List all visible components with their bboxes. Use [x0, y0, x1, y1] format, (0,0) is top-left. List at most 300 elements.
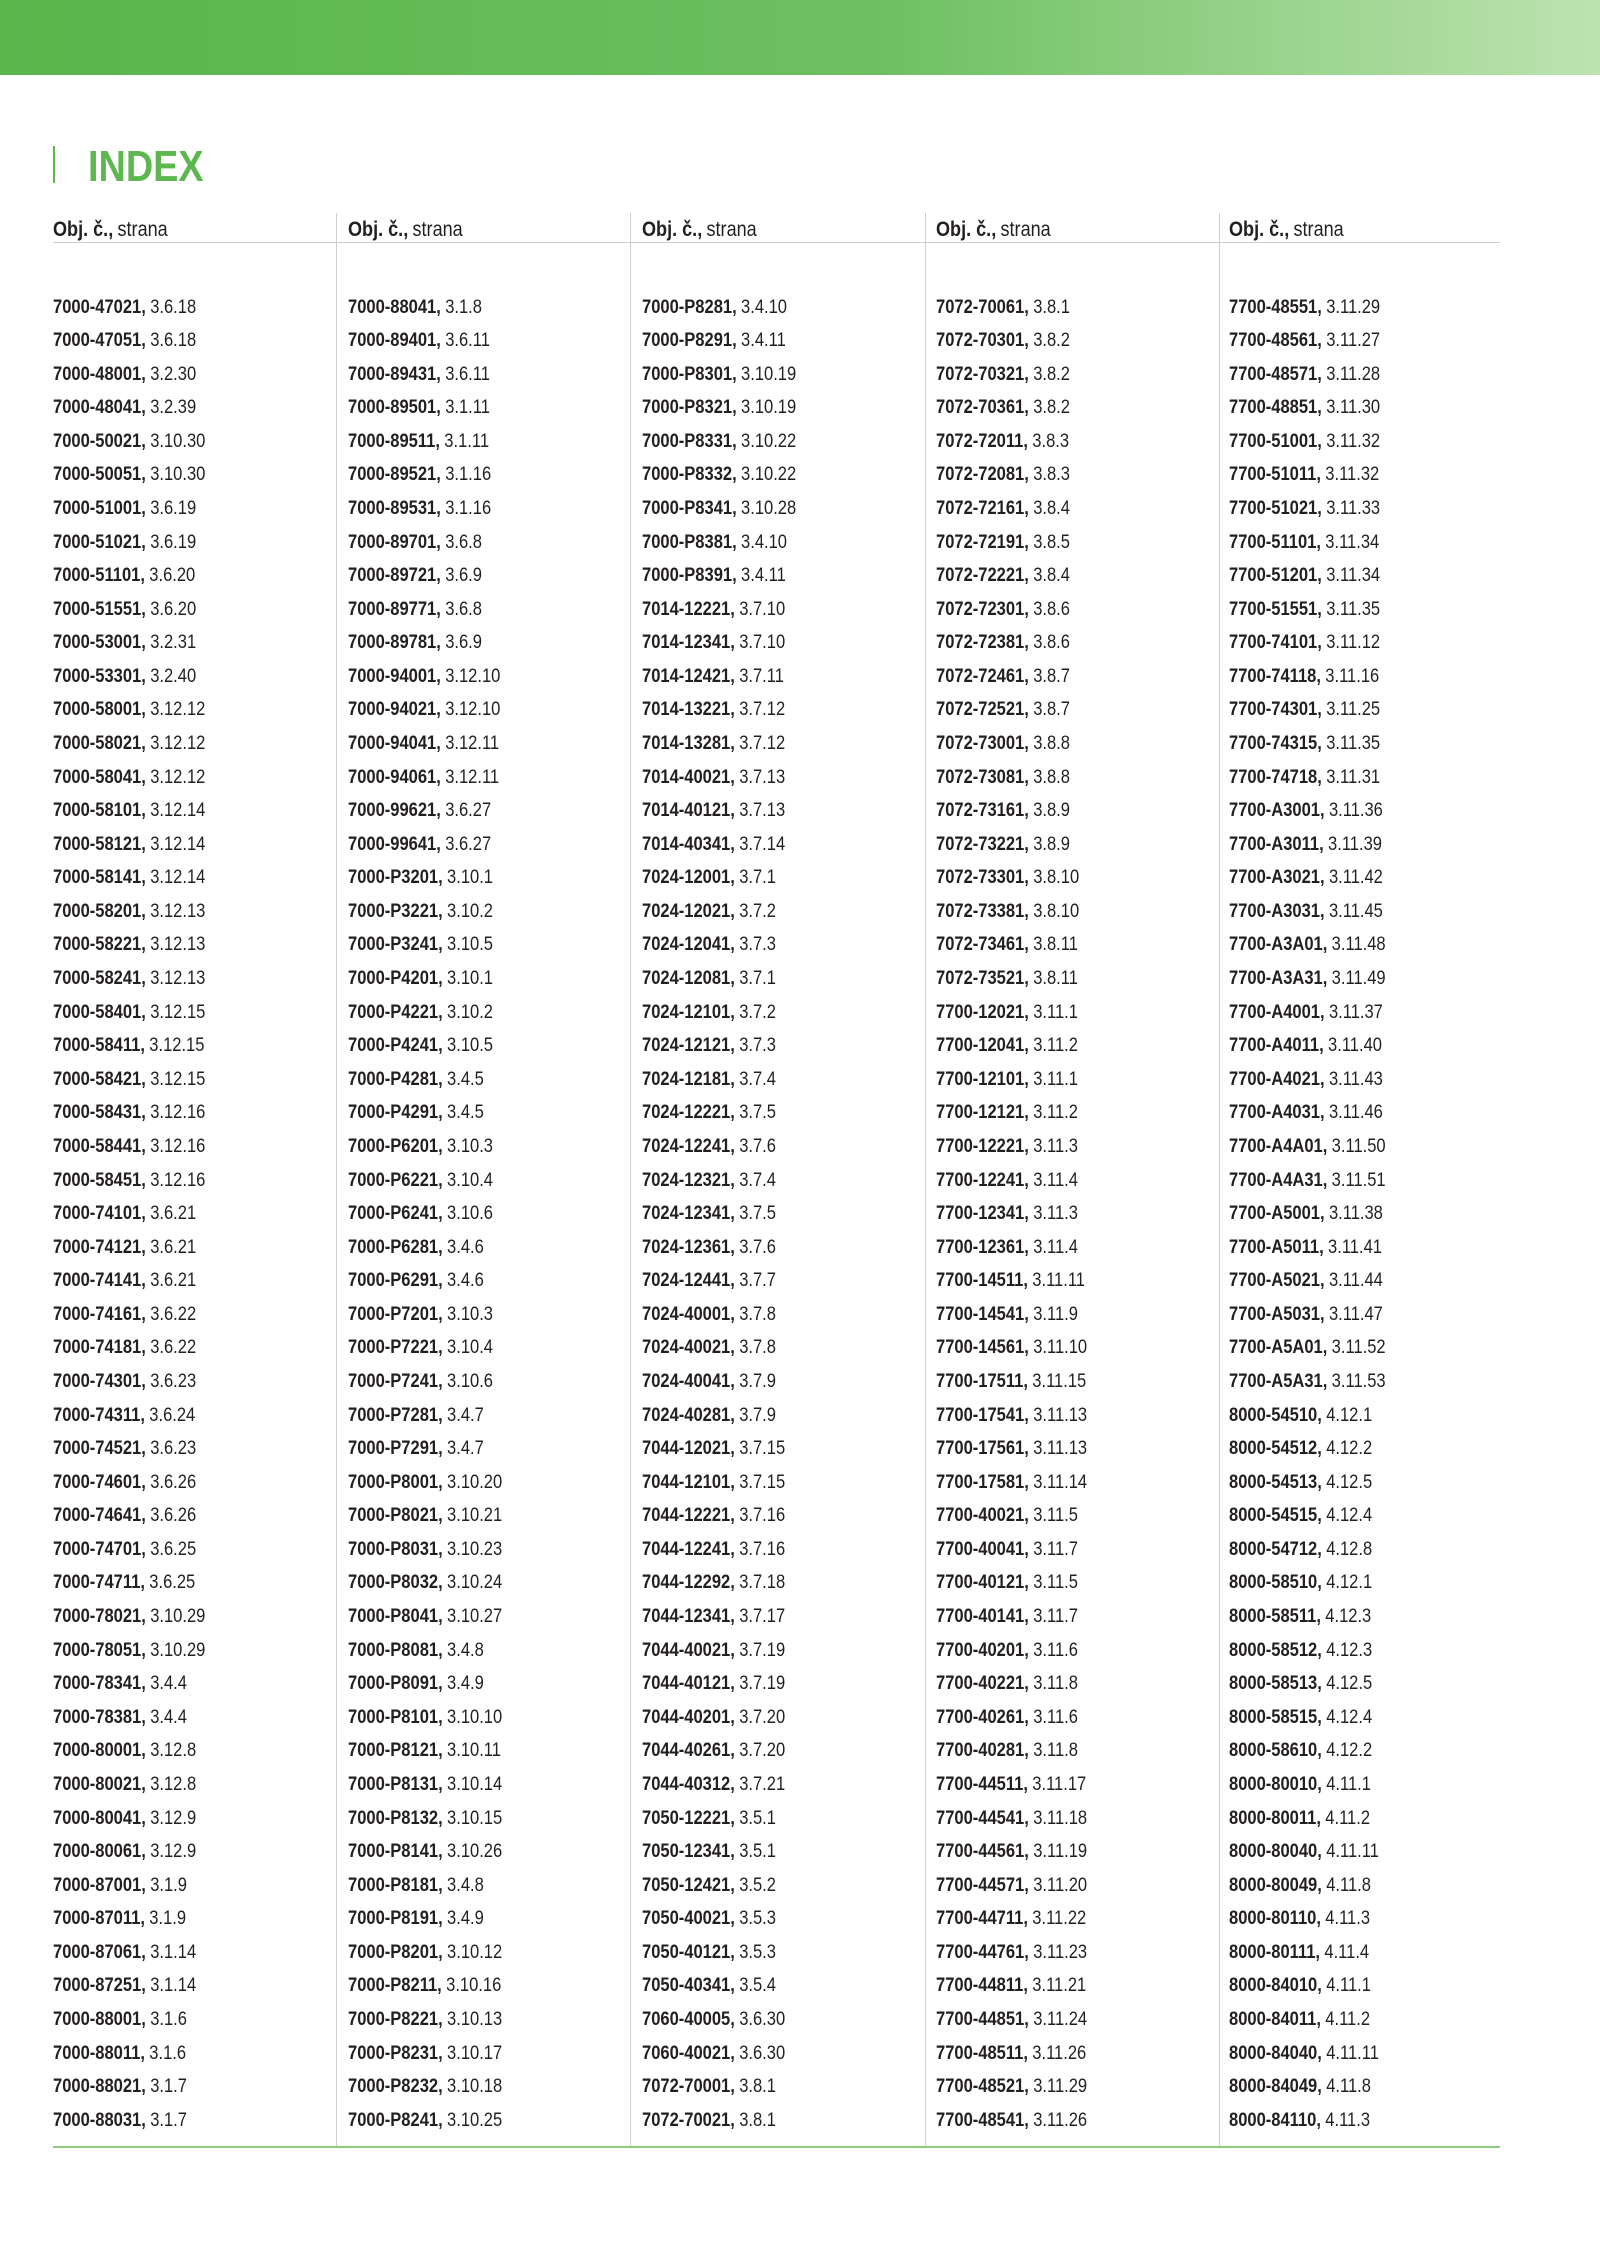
- product-code: 7700-40261 ,: [936, 1707, 1029, 1728]
- product-code: 7044-12101 ,: [642, 1472, 735, 1493]
- index-entry: [53, 1499, 205, 1533]
- index-entry: [642, 727, 796, 761]
- page-reference: 4.11.2: [1325, 1807, 1371, 1829]
- index-entry: [642, 1802, 796, 1836]
- index-entry: [53, 1734, 205, 1768]
- page-reference: 3.7.5: [739, 1203, 776, 1225]
- index-entry: [642, 1231, 796, 1265]
- page-reference: 3.7.19: [739, 1673, 786, 1695]
- product-code: 7044-40312 ,: [642, 1774, 735, 1795]
- product-code: 7700-51101 ,: [1229, 532, 1321, 553]
- product-code: 7000-80021 ,: [53, 1774, 146, 1795]
- index-entry: [1229, 458, 1386, 492]
- index-entry: [53, 1432, 205, 1466]
- page-reference: 3.5.1: [739, 1841, 776, 1863]
- product-code: 7000-88041 ,: [348, 297, 441, 318]
- page-reference: 3.11.20: [1033, 1874, 1088, 1896]
- product-code: 7072-70061 ,: [936, 297, 1029, 318]
- page-reference: 3.8.10: [1033, 867, 1080, 889]
- index-entry: [348, 626, 502, 660]
- index-entry: [1229, 324, 1386, 358]
- product-code: 7000-P8031 ,: [348, 1539, 443, 1560]
- index-entry: [936, 1634, 1087, 1668]
- index-entry: [936, 1936, 1087, 1970]
- page-reference: 3.11.8: [1033, 1673, 1078, 1695]
- product-code: 8000-58511 ,: [1229, 1606, 1321, 1627]
- index-entry: [53, 1902, 205, 1936]
- product-code: 7000-89701 ,: [348, 532, 441, 553]
- page-reference: 3.1.9: [149, 1908, 187, 1930]
- page-reference: 3.11.29: [1033, 2076, 1088, 2098]
- product-code: 7700-40041 ,: [936, 1539, 1029, 1560]
- product-code: 7000-P8391 ,: [642, 565, 737, 586]
- product-code: 7000-88001 ,: [53, 2009, 146, 2030]
- product-code: 7700-51011 ,: [1229, 464, 1321, 485]
- product-code: 7000-58121 ,: [53, 834, 146, 855]
- page-reference: 3.7.20: [739, 1706, 786, 1728]
- product-code: 7072-73461 ,: [936, 934, 1029, 955]
- page-reference: 3.7.13: [739, 766, 786, 788]
- product-code: 7000-74141 ,: [53, 1270, 146, 1291]
- page-reference: 3.10.19: [741, 397, 797, 419]
- page-reference: 3.11.53: [1331, 1371, 1386, 1392]
- column-header: [936, 218, 1051, 242]
- product-code: 7072-70001 ,: [642, 2076, 735, 2097]
- product-code: 7000-58101 ,: [53, 800, 146, 821]
- product-code: 7024-12081 ,: [642, 968, 735, 989]
- product-code: 7700-40281 ,: [936, 1740, 1029, 1761]
- product-code: 7000-48041 ,: [53, 397, 146, 418]
- page-reference: 4.11.11: [1326, 1841, 1379, 1863]
- product-code: 7000-51101 ,: [53, 565, 145, 586]
- index-entry: [348, 1466, 502, 1500]
- index-entry: [53, 2003, 205, 2037]
- product-code: 7000-50021 ,: [53, 431, 146, 452]
- product-code: 7000-50051 ,: [53, 464, 146, 485]
- product-code: 7014-40021 ,: [642, 767, 735, 788]
- page-reference: 3.11.35: [1326, 598, 1381, 620]
- index-entry: [53, 1936, 205, 1970]
- page-reference: 3.7.4: [739, 1169, 776, 1191]
- product-code: 7700-A5031 ,: [1229, 1304, 1325, 1325]
- index-entry: [642, 1835, 796, 1869]
- product-code: 7024-40041 ,: [642, 1371, 735, 1392]
- page-reference: 3.7.20: [739, 1740, 786, 1762]
- product-code: 7000-P3201 ,: [348, 867, 443, 888]
- index-entry: [936, 1667, 1087, 1701]
- product-code: 7000-74521 ,: [53, 1438, 146, 1459]
- index-entry: [53, 1164, 205, 1198]
- product-code: 7000-P8191 ,: [348, 1908, 443, 1929]
- product-code: 7072-70361 ,: [936, 397, 1029, 418]
- index-entry: [936, 2003, 1087, 2037]
- page-reference: 3.7.14: [739, 833, 786, 855]
- product-code: 7700-14561 ,: [936, 1337, 1029, 1358]
- page-reference: 3.4.10: [741, 531, 787, 553]
- page-reference: 3.6.30: [739, 2008, 786, 2030]
- product-code: 7700-A4031 ,: [1229, 1102, 1325, 1123]
- index-entry: [642, 626, 796, 660]
- product-code: 7700-A3A01 ,: [1229, 934, 1327, 955]
- index-entry: [53, 761, 205, 795]
- product-code: 7700-12241 ,: [936, 1170, 1029, 1191]
- page-reference: 3.11.40: [1328, 1035, 1382, 1057]
- index-entry: [348, 559, 502, 593]
- page-reference: 3.4.7: [447, 1438, 484, 1460]
- index-entry: [348, 1768, 502, 1802]
- index-entry: [936, 1264, 1087, 1298]
- product-code: 7700-44541 ,: [936, 1808, 1029, 1829]
- product-code: 7000-94041 ,: [348, 733, 441, 754]
- product-code: 7000-P7221 ,: [348, 1337, 443, 1358]
- page-reference: 3.1.16: [445, 497, 492, 519]
- index-entry: [642, 1734, 796, 1768]
- index-entry: [936, 928, 1087, 962]
- index-entry: [936, 794, 1087, 828]
- product-code: 7000-74311 ,: [53, 1405, 145, 1426]
- index-entry: [348, 1130, 502, 1164]
- index-entry: [1229, 1969, 1386, 2003]
- index-entry: [642, 1969, 796, 2003]
- index-entry: [936, 458, 1087, 492]
- index-entry: [642, 1902, 796, 1936]
- product-code: 7700-14541 ,: [936, 1304, 1029, 1325]
- product-code: 7050-40341 ,: [642, 1975, 735, 1996]
- product-code: 8000-58513 ,: [1229, 1673, 1322, 1694]
- index-entry: [348, 1969, 502, 2003]
- product-code: 7000-51021 ,: [53, 532, 146, 553]
- product-code: 7000-P8132 ,: [348, 1808, 443, 1829]
- product-code: 7700-A4001 ,: [1229, 1002, 1325, 1023]
- index-entry: [348, 1600, 502, 1634]
- page-reference: 3.10.21: [447, 1505, 503, 1527]
- product-code: 7000-80001 ,: [53, 1740, 146, 1761]
- index-entry: [1229, 1096, 1386, 1130]
- product-code: 8000-84011 ,: [1229, 2009, 1321, 2030]
- product-code: 7000-58001 ,: [53, 699, 146, 720]
- index-entry: [642, 1399, 796, 1433]
- index-entry: [936, 2037, 1087, 2071]
- index-entry: [348, 358, 502, 392]
- index-entry: [936, 1399, 1087, 1433]
- index-entry: [1229, 1432, 1386, 1466]
- page-reference: 3.10.6: [447, 1371, 493, 1392]
- page-reference: 3.4.9: [447, 1673, 484, 1695]
- column-header: [348, 218, 463, 242]
- page-reference: 3.7.8: [739, 1337, 776, 1359]
- index-entry: [53, 526, 205, 560]
- index-entry: [348, 794, 502, 828]
- page-reference: 3.7.19: [739, 1639, 786, 1661]
- index-entry: [642, 425, 796, 459]
- index-entry: [53, 1264, 205, 1298]
- index-entry: [642, 2104, 796, 2138]
- index-entry: [53, 2037, 205, 2071]
- page-reference: 3.11.43: [1328, 1068, 1383, 1090]
- product-code: 7072-72011 ,: [936, 431, 1028, 452]
- product-code: 7000-P8081 ,: [348, 1640, 443, 1661]
- column-header: [642, 218, 757, 242]
- product-code: 7014-13281 ,: [642, 733, 735, 754]
- page-reference: 3.11.32: [1326, 430, 1381, 452]
- page-reference: 3.11.10: [1033, 1337, 1088, 1359]
- product-code: 7050-12221 ,: [642, 1808, 735, 1829]
- product-code: 7000-P8341 ,: [642, 498, 737, 519]
- index-entry: [936, 1298, 1087, 1332]
- page-reference: 3.11.23: [1033, 1941, 1088, 1963]
- product-code: 7700-A5011 ,: [1229, 1237, 1324, 1258]
- page-reference: 3.11.48: [1331, 934, 1386, 956]
- column-divider: [630, 213, 631, 2147]
- product-code: 8000-80110 ,: [1229, 1908, 1321, 1929]
- page-reference: 3.11.3: [1033, 1135, 1078, 1157]
- product-code: 7000-58401 ,: [53, 1002, 146, 1023]
- page-reference: 3.12.13: [150, 934, 206, 956]
- index-entry: [53, 324, 205, 358]
- page-reference: 3.11.7: [1033, 1606, 1078, 1628]
- index-entry: [1229, 492, 1386, 526]
- index-entry: [1229, 1130, 1386, 1164]
- page-reference: 3.11.42: [1328, 867, 1383, 889]
- index-entry: [53, 1231, 205, 1265]
- product-code: 7000-P8141 ,: [348, 1841, 443, 1862]
- index-entry: [1229, 1802, 1386, 1836]
- page-reference: 3.12.12: [150, 733, 206, 755]
- page-reference: 3.6.25: [150, 1538, 197, 1560]
- product-code: 7000-74101 ,: [53, 1203, 146, 1224]
- column-header: [1229, 218, 1344, 242]
- page-reference: 3.1.11: [444, 430, 490, 452]
- column-header-sublabel: strana: [706, 218, 757, 241]
- page-reference: 3.11.41: [1328, 1236, 1382, 1258]
- product-code: 7044-40121 ,: [642, 1673, 735, 1694]
- index-entry: [1229, 962, 1386, 996]
- index-entry: [936, 1902, 1087, 1936]
- index-entry: [53, 727, 205, 761]
- page-reference: 3.10.25: [447, 2109, 503, 2131]
- page-reference: 3.7.15: [739, 1438, 786, 1460]
- page-reference: 3.7.6: [739, 1135, 776, 1157]
- product-code: 7014-13221 ,: [642, 699, 735, 720]
- index-entry: [1229, 761, 1386, 795]
- index-entry: [348, 324, 502, 358]
- page-reference: 3.8.6: [1033, 632, 1070, 654]
- index-entry: [936, 2070, 1087, 2104]
- product-code: 7050-12421 ,: [642, 1875, 735, 1896]
- product-code: 7700-40221 ,: [936, 1673, 1029, 1694]
- product-code: 7024-12361 ,: [642, 1237, 735, 1258]
- page-reference: 3.6.30: [739, 2042, 786, 2064]
- product-code: 7000-P8231 ,: [348, 2043, 443, 2064]
- index-entry: [348, 391, 502, 425]
- product-code: 7024-12341 ,: [642, 1203, 735, 1224]
- page-reference: 3.8.9: [1033, 800, 1070, 822]
- index-entry: [348, 660, 502, 694]
- page-reference: 3.11.11: [1032, 1270, 1085, 1292]
- page-reference: 4.12.5: [1326, 1673, 1373, 1695]
- index-entry: [348, 1331, 502, 1365]
- product-code: 7072-72191 ,: [936, 532, 1029, 553]
- index-entry: [642, 1130, 796, 1164]
- index-entry: [348, 1533, 502, 1567]
- index-entry: [348, 828, 502, 862]
- product-code: 7000-P8221 ,: [348, 2009, 443, 2030]
- product-code: 8000-84110 ,: [1229, 2110, 1321, 2131]
- product-code: 7700-17511 ,: [936, 1371, 1028, 1392]
- column-divider: [925, 213, 926, 2147]
- column-header-label: Obj. č.,: [1229, 218, 1290, 241]
- index-entry: [1229, 1566, 1386, 1600]
- product-code: 7700-51551 ,: [1229, 599, 1322, 620]
- product-code: 8000-54510 ,: [1229, 1405, 1322, 1426]
- index-entry: [1229, 727, 1386, 761]
- product-code: 7700-48561 ,: [1229, 330, 1322, 351]
- index-entry: [642, 324, 796, 358]
- page-reference: 3.7.5: [739, 1102, 776, 1124]
- index-entry: [348, 526, 502, 560]
- product-code: 7014-40121 ,: [642, 800, 735, 821]
- page-reference: 3.7.1: [739, 968, 776, 990]
- product-code: 7072-73381 ,: [936, 901, 1029, 922]
- index-entry: [348, 1399, 502, 1433]
- index-entry: [1229, 425, 1386, 459]
- product-code: 7000-P4281 ,: [348, 1069, 443, 1090]
- page-reference: 3.11.5: [1033, 1572, 1078, 1594]
- product-code: 7044-12292 ,: [642, 1572, 735, 1593]
- page-reference: 3.6.11: [445, 363, 490, 385]
- index-entry: [936, 828, 1087, 862]
- index-entry: [642, 1634, 796, 1668]
- page-reference: 3.10.18: [447, 2076, 503, 2098]
- index-entry: [1229, 1936, 1386, 1970]
- product-code: 7000-58241 ,: [53, 968, 146, 989]
- page-reference: 3.7.2: [739, 900, 776, 922]
- page-reference: 3.7.12: [739, 733, 786, 755]
- page-reference: 3.8.10: [1033, 900, 1080, 922]
- page-reference: 3.8.11: [1033, 968, 1078, 990]
- product-code: 7072-73081 ,: [936, 767, 1029, 788]
- page-reference: 3.1.14: [150, 1941, 197, 1963]
- page-reference: 3.10.11: [447, 1740, 501, 1762]
- page-reference: 3.4.11: [741, 330, 786, 352]
- page-reference: 3.6.23: [150, 1438, 197, 1460]
- page-reference: 3.10.5: [447, 934, 493, 956]
- index-entry: [1229, 1667, 1386, 1701]
- column-header-label: Obj. č.,: [53, 218, 114, 241]
- index-entry: [642, 559, 796, 593]
- index-entry: [936, 962, 1087, 996]
- product-code: 8000-80111 ,: [1229, 1942, 1320, 1963]
- index-entry: [936, 559, 1087, 593]
- index-entry: [642, 1869, 796, 1903]
- page-reference: 3.11.22: [1032, 1908, 1087, 1930]
- product-code: 7024-40001 ,: [642, 1304, 735, 1325]
- product-code: 8000-80049 ,: [1229, 1875, 1322, 1896]
- page-reference: 3.4.10: [741, 296, 787, 318]
- index-entry: [348, 425, 502, 459]
- page-reference: 3.4.8: [447, 1874, 484, 1896]
- page-reference: 3.11.30: [1326, 397, 1381, 419]
- page-reference: 3.10.22: [741, 464, 797, 486]
- product-code: 7700-44561 ,: [936, 1841, 1029, 1862]
- page-reference: 3.10.16: [446, 1975, 502, 1997]
- index-entry: [53, 1802, 205, 1836]
- page-reference: 3.6.9: [445, 632, 482, 654]
- index-entry: [53, 1667, 205, 1701]
- index-entry: [348, 996, 502, 1030]
- product-code: 7024-12441 ,: [642, 1270, 735, 1291]
- page-reference: 3.10.20: [447, 1471, 503, 1493]
- product-code: 7044-40201 ,: [642, 1707, 735, 1728]
- index-entry: [1229, 1869, 1386, 1903]
- index-entry: [348, 1701, 502, 1735]
- index-entry: [348, 1835, 502, 1869]
- index-entry: [642, 660, 796, 694]
- page-reference: 3.7.6: [739, 1236, 776, 1258]
- page-reference: 3.10.19: [741, 363, 797, 385]
- product-code: 7024-40281 ,: [642, 1405, 735, 1426]
- product-code: 7000-74121 ,: [53, 1237, 146, 1258]
- page-reference: 3.6.27: [445, 833, 492, 855]
- index-entry: [1229, 1164, 1386, 1198]
- index-entry: [642, 1365, 796, 1399]
- page-reference: 3.7.13: [739, 800, 786, 822]
- index-entry: [936, 1029, 1087, 1063]
- index-entry: [53, 593, 205, 627]
- page-reference: 3.11.27: [1326, 330, 1381, 352]
- page-reference: 3.1.9: [150, 1874, 187, 1896]
- index-entry: [53, 1029, 205, 1063]
- product-code: 7700-A4A01 ,: [1229, 1136, 1327, 1157]
- product-code: 7000-58021 ,: [53, 733, 146, 754]
- column-header-sublabel: strana: [1293, 218, 1344, 241]
- index-entry: [936, 626, 1087, 660]
- column-divider: [336, 213, 337, 2147]
- index-entry: [53, 559, 205, 593]
- page-reference: 3.2.40: [150, 665, 197, 687]
- product-code: 7024-12121 ,: [642, 1035, 735, 1056]
- index-entry: [53, 1365, 205, 1399]
- product-code: 7072-73301 ,: [936, 867, 1029, 888]
- index-entry: [1229, 1399, 1386, 1433]
- page-reference: 3.11.33: [1326, 497, 1381, 519]
- page-reference: 3.4.5: [447, 1102, 484, 1124]
- product-code: 7000-P4291 ,: [348, 1102, 443, 1123]
- page-reference: 3.12.11: [445, 766, 500, 788]
- product-code: 7000-78021 ,: [53, 1606, 146, 1627]
- product-code: 7000-P8131 ,: [348, 1774, 443, 1795]
- index-entry: [642, 962, 796, 996]
- product-code: 7000-47051 ,: [53, 330, 146, 351]
- index-entry: [642, 1499, 796, 1533]
- page-reference: 3.11.3: [1033, 1203, 1078, 1225]
- product-code: 7014-12221 ,: [642, 599, 735, 620]
- index-entry: [1229, 1701, 1386, 1735]
- product-code: 7044-40261 ,: [642, 1740, 735, 1761]
- page-reference: 3.6.26: [150, 1505, 197, 1527]
- product-code: 7060-40021 ,: [642, 2043, 735, 2064]
- product-code: 7024-12041 ,: [642, 934, 735, 955]
- index-entry: [1229, 2003, 1386, 2037]
- page-reference: 4.11.8: [1326, 2076, 1371, 2098]
- product-code: 7024-12101 ,: [642, 1002, 735, 1023]
- column-header-sublabel: strana: [412, 218, 463, 241]
- index-entry: [1229, 1231, 1386, 1265]
- page-reference: 3.6.18: [150, 330, 197, 352]
- page-reference: 4.12.2: [1326, 1438, 1373, 1460]
- product-code: 8000-54512 ,: [1229, 1438, 1322, 1459]
- page-reference: 3.5.2: [739, 1874, 776, 1896]
